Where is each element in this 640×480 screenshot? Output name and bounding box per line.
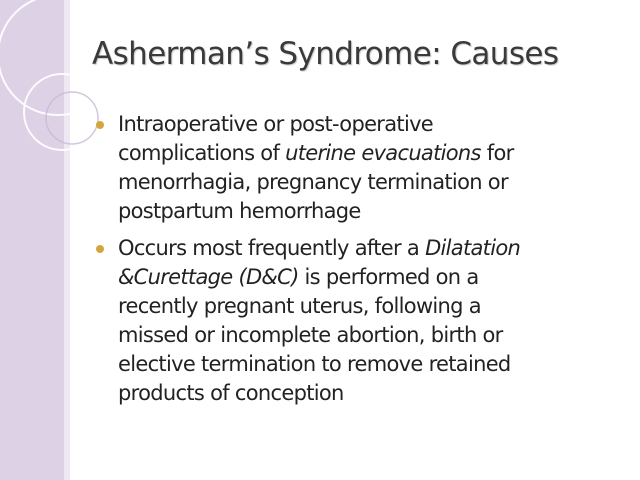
bullet-dot-icon: [96, 245, 104, 253]
text-run-italic: Dilatation: [425, 236, 521, 260]
deco-circle-ring: [46, 92, 98, 144]
bullet-line: [118, 234, 627, 263]
text-run: postpartum hemorrhage: [118, 199, 361, 223]
bullet-line: [118, 139, 627, 168]
text-run-italic: uterine evacuations: [285, 141, 481, 165]
bullet-line: [118, 321, 627, 350]
slide-title: Asherman’s Syndrome: Causes: [92, 36, 559, 72]
bullet-line: [118, 379, 627, 408]
text-run: for: [480, 141, 514, 165]
text-run: elective termination to remove retained: [118, 352, 511, 376]
text-run: missed or incomplete abortion, birth or: [118, 323, 503, 347]
text-run: products of conception: [118, 381, 344, 405]
bullet-item-2: [92, 234, 627, 408]
bullet-list: [92, 110, 627, 416]
bullet-line: [118, 110, 627, 139]
bullet-line: [118, 292, 627, 321]
bullet-line: [118, 197, 627, 226]
bullet-item-1: [92, 110, 627, 226]
bullet-line: [118, 263, 627, 292]
text-run: is performed on a: [298, 265, 479, 289]
text-run: Occurs most frequently after a: [118, 236, 426, 260]
bullet-line: [118, 350, 627, 379]
bullet-line: [118, 168, 627, 197]
text-run: complications of: [118, 141, 286, 165]
text-run: menorrhagia, pregnancy termination or: [118, 170, 508, 194]
text-run-italic: &Curettage (D&C): [118, 265, 299, 289]
text-run: Intraoperative or post-operative: [118, 112, 434, 136]
bullet-dot-icon: [96, 121, 104, 129]
text-run: recently pregnant uterus, following a: [118, 294, 481, 318]
